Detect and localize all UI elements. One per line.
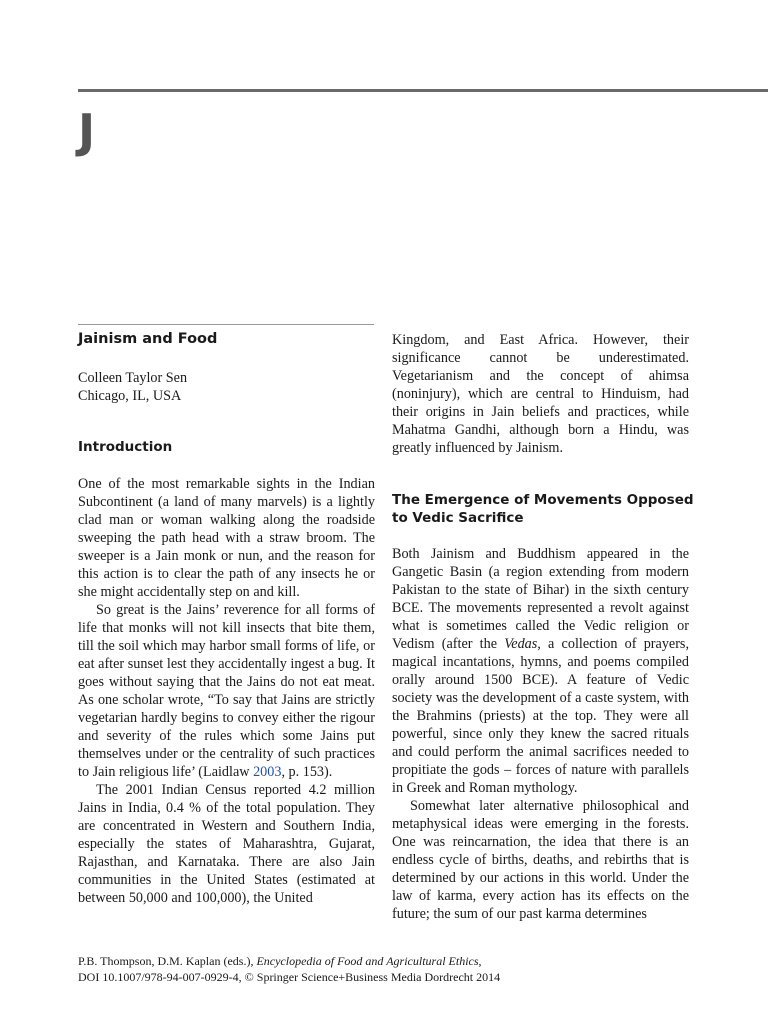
citation-link[interactable]: 2003 bbox=[253, 764, 282, 780]
author-block bbox=[78, 369, 187, 405]
paragraph: The 2001 Indian Census reported 4.2 million Jains in India, 0.4 % of the total population. They are concentrated in Western and Southern India, especially the states of Maharashtra, Gujarat, Rajasthan, and Karnataka. There are also Jain communities in the United States (estimated at between 50,000 and 100,000), the United bbox=[78, 782, 375, 906]
heading-line: The Emergence of Movements Opposed bbox=[392, 492, 694, 508]
article-title: Jainism and Food bbox=[78, 331, 218, 347]
author-location: Chicago, IL, USA bbox=[78, 388, 182, 404]
top-rule bbox=[78, 89, 768, 92]
paragraph: Kingdom, and East Africa. However, their significance cannot be underestimated. Vegetarianism and the concept of ahimsa (noninjury), which are central to Hinduism, had their origins in Jain beliefs and practices, while Mahatma Gandhi, although born a Hindu, was greatly influenced by Jainism. bbox=[392, 332, 689, 456]
paragraph bbox=[392, 545, 689, 797]
author-name: Colleen Taylor Sen bbox=[78, 370, 188, 386]
footer-text: , bbox=[478, 954, 482, 968]
footer-citation bbox=[78, 953, 500, 985]
right-column-body bbox=[392, 545, 689, 923]
italic-term: Vedas, bbox=[504, 636, 541, 652]
chapter-letter: J bbox=[78, 104, 96, 158]
introduction-heading: Introduction bbox=[78, 439, 173, 455]
footer-book-title: Encyclopedia of Food and Agricultural Ethics bbox=[256, 954, 479, 968]
emergence-heading bbox=[392, 491, 702, 527]
left-column-body bbox=[78, 475, 375, 907]
footer-line-1 bbox=[78, 953, 500, 969]
title-rule bbox=[78, 324, 374, 325]
paragraph bbox=[78, 601, 375, 781]
paragraph-text: a collection of prayers, magical incantations, hymns, and poems compiled orally around 1500 BCE). A feature of Vedic society was the development of a caste system, with the Brahmins (priests) at the top. They were all powerful, since only they knew the sacred rituals and could perform the animal sacrifices needed to propitiate the gods – forces of nature with parallels in Greek and Roman mythology. bbox=[392, 636, 689, 796]
paragraph-text: Both Jainism and Buddhism appeared in the Gangetic Basin (a region extending from modern Pakistan to the state of Bihar) in the sixth century BCE. The movements represented a revolt against what is sometimes called the Vedic religion or Vedism (after the bbox=[392, 546, 689, 652]
paragraph-text: So great is the Jains’ reverence for all forms of life that monks will not kill insects that bite them, till the soil which may harbor small forms of life, or eat after sunset lest they accidentally ingest a bug. It goes without saying that the Jains do not eat meat. As one scholar wrote, “To say that Jains are strictly vegetarian hardly begins to convey either the rigour and severity of the rules which some Jains put themselves under or the centrality of such practices to Jain religious life’ (Laidlaw bbox=[78, 602, 375, 780]
paragraph-text: , p. 153). bbox=[281, 764, 333, 780]
footer-line-2: DOI 10.1007/978-94-007-0929-4, © Springer Science+Business Media Dordrecht 2014 bbox=[78, 970, 501, 984]
heading-line: to Vedic Sacrifice bbox=[392, 510, 524, 526]
paragraph: Somewhat later alternative philosophical and metaphysical ideas were emerging in the forests. One was reincarnation, the idea that there is an endless cycle of births, deaths, and rebirths that is determined by our actions in this world. Under the law of karma, every action has its effects on the future; the sum of our past karma determines bbox=[392, 798, 689, 922]
right-column-body-top bbox=[392, 331, 689, 457]
footer-text: P.B. Thompson, D.M. Kaplan (eds.), bbox=[78, 954, 257, 968]
paragraph: One of the most remarkable sights in the Indian Subcontinent (a land of many marvels) is a lightly clad man or woman walking along the roadside sweeping the path head with a straw broom. The sweeper is a Jain monk or nun, and the reason for this action is to clear the path of any insects he or she might accidentally step on and kill. bbox=[78, 476, 375, 600]
